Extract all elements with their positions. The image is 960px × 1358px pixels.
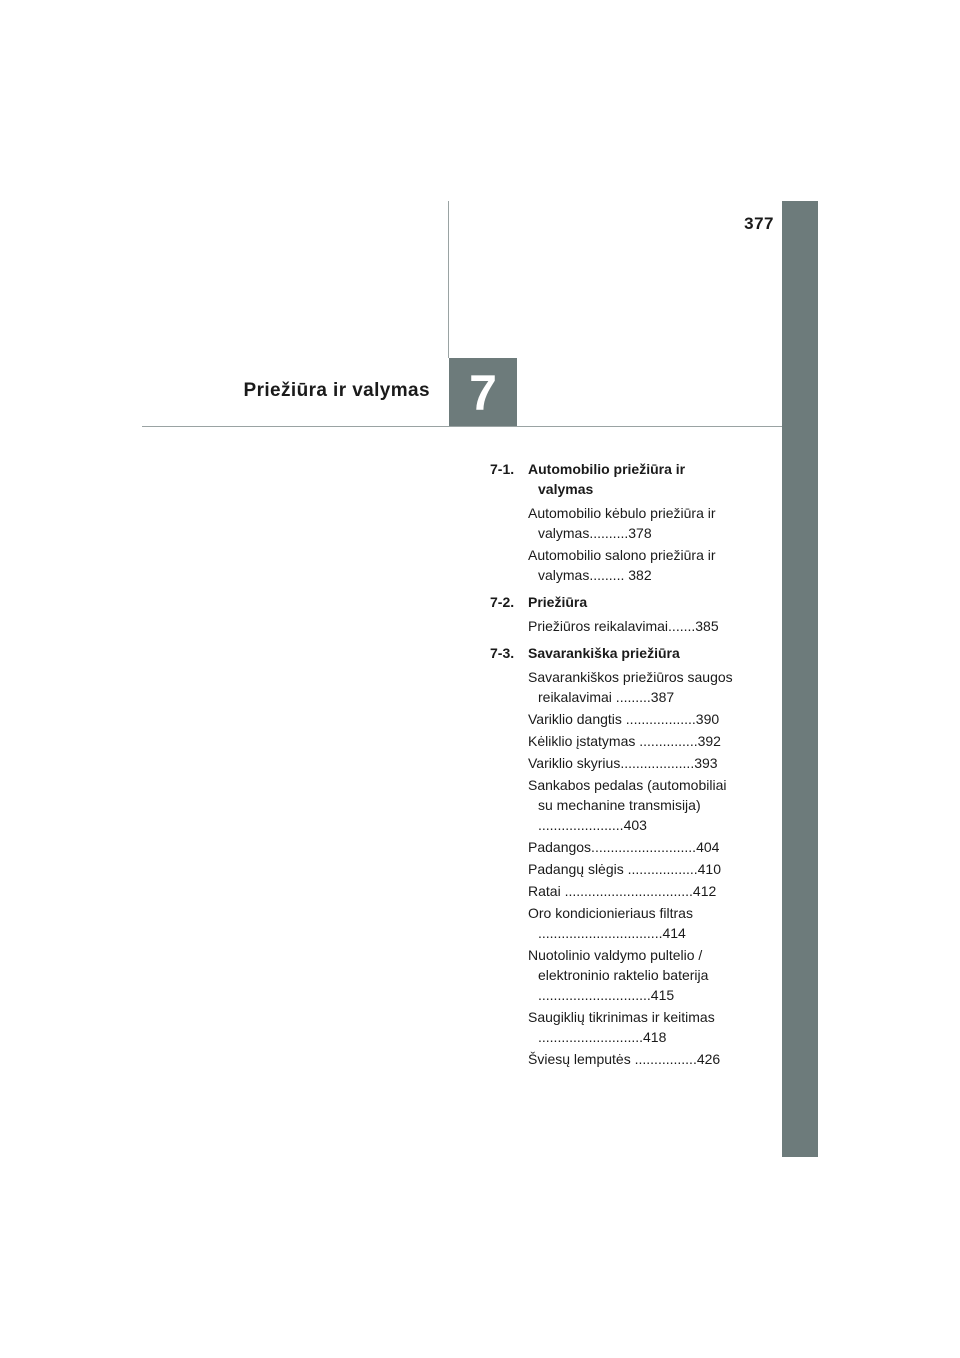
toc-section-7-3 — [490, 643, 740, 1069]
toc-entry[interactable]: Padangos...........................404 — [528, 839, 720, 855]
section-title: Savarankiška priežiūra — [528, 645, 680, 661]
toc-entry[interactable]: Savarankiškos priežiūros saugos reikalavimai .........387 — [528, 669, 733, 705]
toc-entry[interactable]: Automobilio kėbulo priežiūra ir valymas..........378 — [528, 505, 716, 541]
toc-entry[interactable]: Sankabos pedalas (automobiliai su mechanine transmisija) ......................403 — [528, 777, 727, 833]
toc-entry[interactable]: Variklio skyrius...................393 — [528, 755, 718, 771]
chapter-title: Priežiūra ir valymas — [243, 380, 430, 401]
toc-entry[interactable]: Ratai .................................412 — [528, 883, 717, 899]
toc-entry[interactable]: Kėliklio įstatymas ...............392 — [528, 733, 721, 749]
horizontal-divider — [142, 426, 782, 427]
toc-entry[interactable]: Šviesų lemputės ................426 — [528, 1051, 721, 1067]
toc-entry[interactable]: Nuotolinio valdymo pultelio / elektroninio raktelio baterija .............................415 — [528, 947, 709, 1003]
toc-entry[interactable]: Padangų slėgis ..................410 — [528, 861, 721, 877]
toc-entry[interactable]: Priežiūros reikalavimai.......385 — [528, 618, 719, 634]
toc-section-7-1 — [490, 459, 740, 585]
vertical-divider — [448, 201, 449, 358]
page-number: 377 — [744, 214, 774, 233]
chapter-number-box — [449, 358, 517, 427]
toc-entry[interactable]: Oro kondicionieriaus filtras ................................414 — [528, 905, 693, 941]
section-title: Automobilio priežiūra ir valymas — [528, 461, 686, 497]
section-number: 7-2. — [490, 594, 515, 610]
toc-section-7-2 — [490, 592, 740, 636]
section-number: 7-1. — [490, 461, 515, 477]
section-number: 7-3. — [490, 645, 515, 661]
table-of-contents — [490, 459, 740, 1076]
chapter-number: 7 — [469, 364, 497, 421]
toc-entry[interactable]: Variklio dangtis ..................390 — [528, 711, 720, 727]
toc-entry[interactable]: Automobilio salono priežiūra ir valymas......... 382 — [528, 547, 716, 583]
section-title: Priežiūra — [528, 594, 588, 610]
chapter-side-tab — [782, 201, 818, 1157]
toc-entry[interactable]: Saugiklių tikrinimas ir keitimas ...........................418 — [528, 1009, 715, 1045]
